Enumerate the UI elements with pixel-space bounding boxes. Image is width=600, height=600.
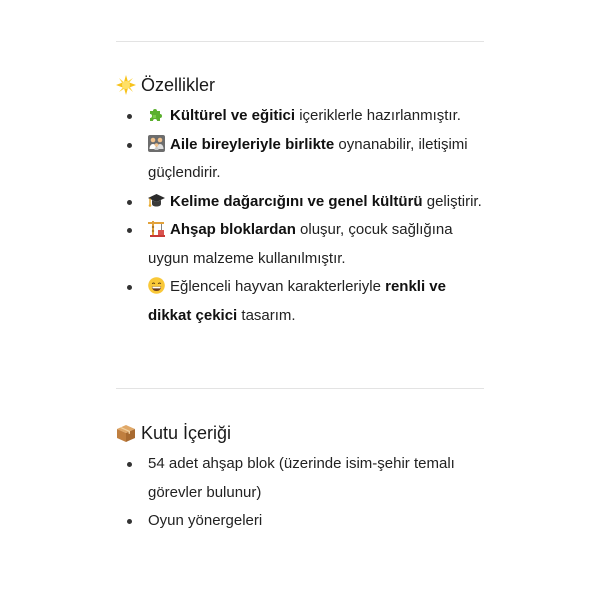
bullet-dot bbox=[127, 519, 132, 524]
list-item bbox=[116, 507, 484, 536]
features-section bbox=[116, 72, 484, 330]
features-list bbox=[116, 102, 484, 330]
item-text: içeriklerle hazırlanmıştır. bbox=[295, 107, 461, 124]
bullet-dot bbox=[127, 143, 132, 148]
item-text: Oyun yönergeleri bbox=[148, 512, 263, 529]
list-item bbox=[116, 102, 484, 131]
features-heading bbox=[116, 72, 484, 98]
sun-sparkle-icon bbox=[116, 75, 136, 95]
list-item bbox=[116, 273, 484, 330]
bullet-dot bbox=[127, 200, 132, 205]
section-divider bbox=[116, 388, 484, 389]
list-item bbox=[116, 131, 484, 188]
item-bold-text: Kelime dağarcığını ve genel kültürü bbox=[170, 192, 423, 210]
list-item bbox=[116, 450, 484, 507]
item-text: oluşur, çocuk sağlığına uygun malzeme kullanılmıştır. bbox=[148, 221, 453, 267]
item-bold-text: Ahşap bloklardan bbox=[170, 221, 296, 238]
box-contents-list bbox=[116, 450, 484, 536]
box-contents-heading bbox=[116, 420, 484, 446]
list-item bbox=[116, 216, 484, 273]
features-heading-text: Özellikler bbox=[141, 74, 216, 95]
list-item bbox=[116, 188, 484, 217]
graduation-cap-icon bbox=[148, 192, 165, 209]
item-text: oynanabilir, iletişimi güçlendirir. bbox=[148, 135, 468, 181]
item-text: geliştirir. bbox=[422, 192, 482, 210]
package-box-icon bbox=[116, 423, 136, 443]
item-text: 54 adet ahşap blok (üzerinde isim-şehir temalı görevler bulunur) bbox=[148, 455, 455, 501]
bullet-dot bbox=[127, 228, 132, 233]
top-divider bbox=[116, 41, 484, 42]
item-bold-text: renkli ve dikkat çekici bbox=[148, 278, 446, 324]
bullet-dot bbox=[127, 114, 132, 119]
item-bold-text: Kültürel ve eğitici bbox=[170, 107, 296, 124]
construction-crane-icon bbox=[148, 220, 165, 237]
item-bold-text: Aile bireyleriyle birlikte bbox=[170, 135, 335, 153]
box-contents-section bbox=[116, 420, 484, 536]
bullet-dot bbox=[127, 462, 132, 467]
bullet-dot bbox=[127, 285, 132, 290]
item-text: Eğlenceli hayvan karakterleriyle bbox=[170, 278, 386, 295]
puzzle-piece-icon bbox=[148, 106, 165, 123]
family-icon bbox=[148, 135, 165, 152]
grinning-face-icon bbox=[148, 277, 165, 294]
box-contents-heading-text: Kutu İçeriği bbox=[141, 422, 232, 443]
item-text-end: tasarım. bbox=[237, 306, 296, 324]
